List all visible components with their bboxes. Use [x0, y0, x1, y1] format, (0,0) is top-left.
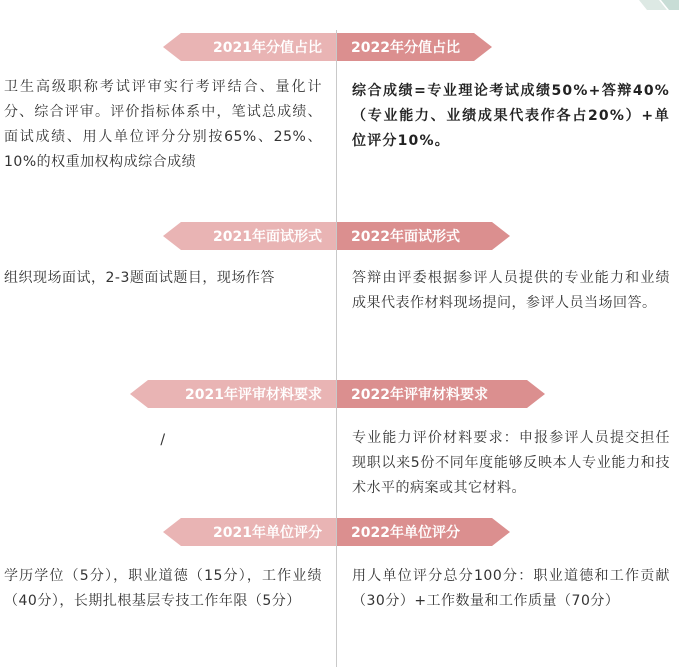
banner-2022-interview-format — [337, 222, 492, 250]
banner-2022-unit-score-label: 2022年单位评分 — [351, 525, 460, 541]
banner-2022-score-ratio — [337, 33, 474, 61]
text-2022-score-ratio: 综合成绩=专业理论考试成绩50%+答辩40%（专业能力、业绩成果代表作各占20%）+单位评分10%。 — [352, 83, 670, 149]
banner-2021-score-ratio — [181, 33, 336, 61]
banner-2021-review-materials — [148, 380, 336, 408]
banner-2022-unit-score — [337, 518, 492, 546]
section-interview-format — [0, 222, 679, 342]
text-2021-review-materials: / — [160, 432, 166, 448]
banner-2021-interview-format-label: 2021年面试形式 — [213, 229, 322, 245]
text-2021-interview-format: 组织现场面试，2-3题面试题目，现场作答 — [4, 270, 275, 286]
section-unit-score — [0, 518, 679, 658]
text-2022-interview-format: 答辩由评委根据参评人员提供的专业能力和业绩成果代表作材料现场提问，参评人员当场回答。 — [352, 270, 670, 311]
banner-2022-review-materials — [337, 380, 527, 408]
banner-2022-review-materials-label: 2022年评审材料要求 — [351, 387, 488, 403]
section-review-materials — [0, 380, 679, 510]
text-2022-unit-score: 用人单位评分总分100分：职业道德和工作贡献（30分）+工作数量和工作质量（70分） — [352, 568, 670, 609]
text-2021-unit-score: 学历学位（5分），职业道德（15分），工作业绩（40分），长期扎根基层专技工作年限（5分） — [4, 568, 322, 609]
banner-2021-interview-format — [181, 222, 336, 250]
banner-2021-review-materials-label: 2021年评审材料要求 — [185, 387, 322, 403]
text-2022-review-materials: 专业能力评价材料要求：申报参评人员提交担任现职以来5份不同年度能够反映本人专业能力和技术水平的病案或其它材料。 — [352, 430, 670, 496]
text-2021-score-ratio: 卫生高级职称考试评审实行考评结合、量化计分、综合评审。评价指标体系中，笔试总成绩、面试成绩、用人单位评分分别按65%、25%、10%的权重加权构成综合成绩 — [4, 79, 322, 170]
corner-decoration — [639, 0, 679, 10]
banner-2021-unit-score-label: 2021年单位评分 — [213, 525, 322, 541]
banner-2021-score-ratio-label: 2021年分值占比 — [213, 40, 322, 56]
section-score-ratio — [0, 33, 679, 203]
banner-2021-unit-score — [181, 518, 336, 546]
banner-2022-interview-format-label: 2022年面试形式 — [351, 229, 460, 245]
banner-2022-score-ratio-label: 2022年分值占比 — [351, 40, 460, 56]
